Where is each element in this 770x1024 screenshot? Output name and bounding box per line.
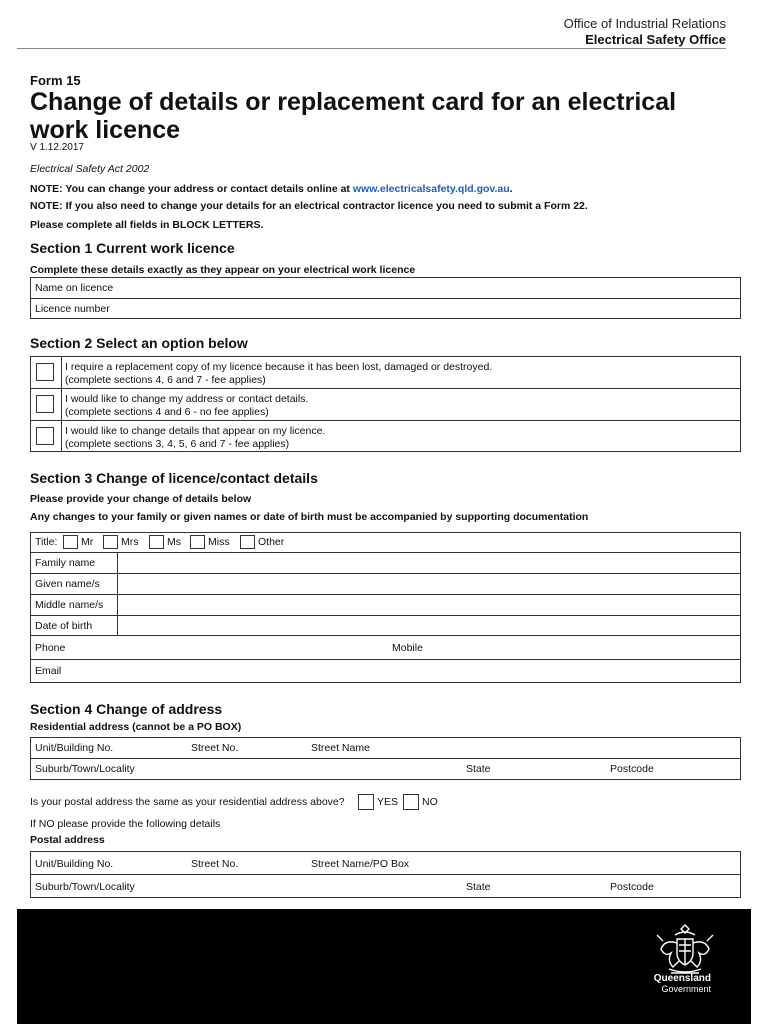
section1-heading: Section 1 Current work licence [30, 240, 235, 256]
date-of-birth-field[interactable] [31, 616, 740, 636]
option-replacement [31, 357, 740, 389]
title-ms-label: Ms [167, 536, 181, 548]
section4-heading: Section 4 Change of address [30, 701, 223, 717]
postal-address-label: Postal address [30, 834, 105, 846]
section1-instruction: Complete these details exactly as they appear on your electrical work licence [30, 264, 416, 276]
if-no-instruction: If NO please provide the following details [30, 818, 221, 830]
postal-street-no-label: Street No. [191, 858, 239, 870]
option-change-details [31, 421, 740, 452]
postal-street-name-label: Street Name/PO Box [311, 858, 410, 870]
middle-names-field[interactable] [31, 595, 740, 616]
residential-street-row[interactable] [31, 738, 740, 759]
residential-address-label: Residential address (cannot be a PO BOX) [30, 721, 242, 733]
title-miss-checkbox[interactable] [190, 535, 205, 549]
title-mrs-checkbox[interactable] [103, 535, 118, 549]
mobile-label: Mobile [392, 642, 423, 654]
postal-same-yes-label: YES [377, 796, 399, 808]
page-title: Change of details or replacement card for an electrical work licence [30, 88, 677, 144]
state-label: State [466, 763, 491, 775]
name-on-licence-label: Name on licence [35, 282, 114, 294]
section3-instruction: Please provide your change of details below [30, 493, 252, 505]
unit-label: Unit/Building No. [35, 742, 114, 754]
postal-address-box [30, 851, 741, 898]
postal-state-label: State [466, 881, 491, 893]
option-replacement-note: (complete sections 4, 6 and 7 - fee applies) [65, 374, 266, 386]
note-online-suffix: . [509, 183, 513, 195]
option-change-details-checkbox[interactable] [36, 427, 54, 445]
given-names-label: Given name/s [35, 578, 100, 590]
postal-same-no-checkbox[interactable] [403, 794, 419, 810]
postal-postcode-label: Postcode [610, 881, 654, 893]
note-block-letters: Please complete all fields in BLOCK LETTERS. [30, 219, 264, 231]
option-change-details-note: (complete sections 3, 4, 5, 6 and 7 - fee applies) [65, 438, 290, 450]
family-name-field[interactable] [31, 553, 740, 574]
family-name-label: Family name [35, 557, 96, 569]
residential-address-box [30, 737, 741, 780]
title-mr-checkbox[interactable] [63, 535, 78, 549]
section2-heading: Section 2 Select an option below [30, 335, 248, 351]
title-other-label: Other [258, 536, 285, 548]
middle-names-label: Middle name/s [35, 599, 104, 611]
postal-same-no-label: NO [422, 796, 438, 808]
note-contractor: NOTE: If you also need to change your details for an electrical contractor licence you need to submit a Form 22. [30, 200, 588, 212]
licence-number-field[interactable] [31, 299, 740, 319]
postal-same-question: Is your postal address the same as your residential address above? [30, 796, 345, 808]
section1-box [30, 277, 741, 319]
option-change-details-text: I would like to change details that appear on my licence. [65, 425, 326, 437]
street-no-label: Street No. [191, 742, 239, 754]
postal-same-yes-checkbox[interactable] [358, 794, 374, 810]
brand-queensland: Queensland [653, 973, 711, 984]
note-online-prefix: NOTE: You can change your address or contact details online at [30, 183, 353, 195]
option-change-address-checkbox[interactable] [36, 395, 54, 413]
postal-street-row[interactable] [31, 852, 740, 875]
title-mr-label: Mr [81, 536, 94, 548]
online-link[interactable]: www.electricalsafety.qld.gov.au [352, 183, 510, 195]
form-version: V 1.12.2017 [30, 142, 84, 153]
postcode-label: Postcode [610, 763, 654, 775]
postal-suburb-label: Suburb/Town/Locality [35, 881, 135, 893]
section3-box [30, 532, 741, 683]
licence-number-label: Licence number [35, 303, 110, 315]
option-replacement-text: I require a replacement copy of my licence because it has been lost, damaged or destroyed. [65, 361, 493, 373]
option-change-address [31, 389, 740, 421]
title-miss-label: Miss [208, 536, 230, 548]
footer-banner [17, 909, 751, 1024]
phone-label: Phone [35, 642, 66, 654]
title-other-checkbox[interactable] [240, 535, 255, 549]
residential-suburb-row[interactable] [31, 759, 740, 780]
section2-box [30, 356, 741, 452]
act-name: Electrical Safety Act 2002 [30, 163, 150, 175]
section3-documentation-note: Any changes to your family or given names or date of birth must be accompanied by supporting documentation [30, 511, 589, 523]
given-names-field[interactable] [31, 574, 740, 595]
title-label: Title: [35, 536, 58, 548]
title-row [31, 533, 740, 553]
section3-heading: Section 3 Change of licence/contact details [30, 470, 318, 486]
street-name-label: Street Name [311, 742, 370, 754]
brand-government: Government [661, 984, 711, 994]
suburb-label: Suburb/Town/Locality [35, 763, 135, 775]
email-field[interactable] [31, 660, 740, 683]
option-change-address-note: (complete sections 4 and 6 - no fee applies) [65, 406, 269, 418]
name-on-licence-field[interactable] [31, 278, 740, 299]
header-divider [17, 48, 726, 49]
unit-name: Electrical Safety Office [585, 32, 726, 47]
email-label: Email [35, 665, 62, 677]
note-online [30, 183, 513, 195]
postal-unit-label: Unit/Building No. [35, 858, 114, 870]
title-mrs-label: Mrs [121, 536, 139, 548]
postal-suburb-row[interactable] [31, 875, 740, 898]
title-ms-checkbox[interactable] [149, 535, 164, 549]
form-number: Form 15 [30, 73, 81, 88]
option-change-address-text: I would like to change my address or contact details. [65, 393, 309, 405]
option-replacement-checkbox[interactable] [36, 363, 54, 381]
date-of-birth-label: Date of birth [35, 620, 93, 632]
phone-row [31, 636, 740, 660]
office-name: Office of Industrial Relations [563, 16, 726, 31]
